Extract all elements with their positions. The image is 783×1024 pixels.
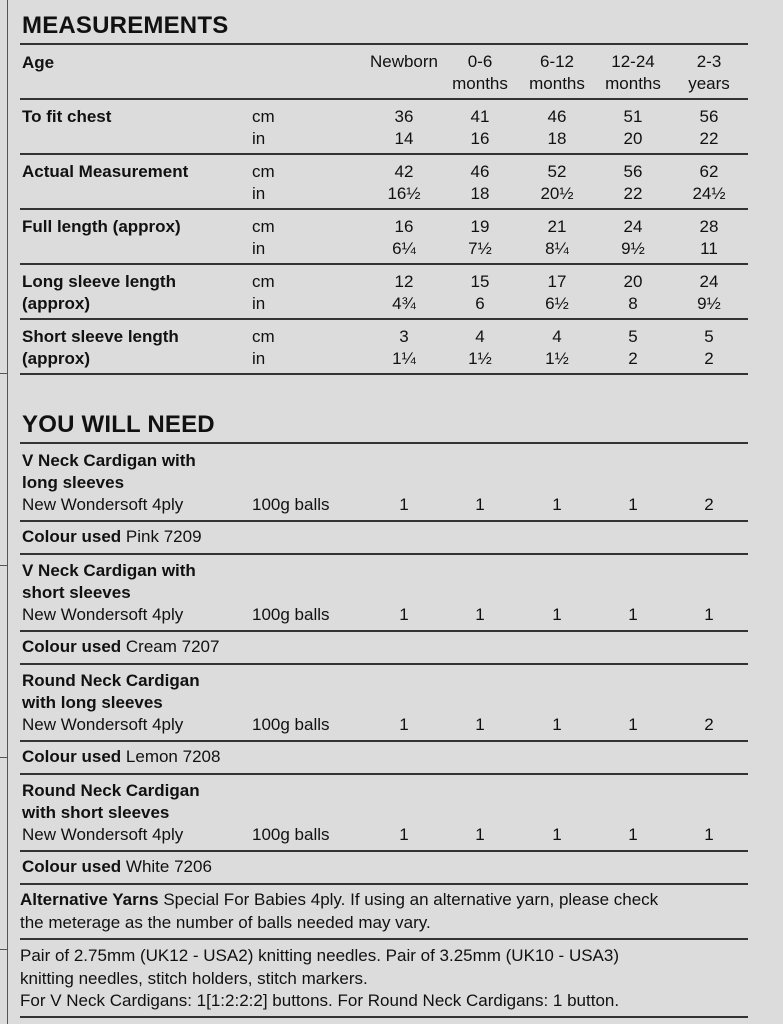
value-cell: 1 (475, 825, 485, 844)
value-cell: months (605, 74, 661, 93)
colour-used-label: Colour used (22, 857, 122, 876)
value-cell: 2 (704, 495, 714, 514)
value-cell: 18 (547, 129, 567, 148)
alternative-yarns-note (20, 889, 748, 934)
cardigan-title: with long sleeves (22, 693, 163, 712)
alternative-yarns-text: Special For Babies 4ply. If using an alternative yarn, please check (163, 890, 659, 909)
value-cell: 20 (623, 129, 643, 148)
value-cell: 1 (552, 825, 562, 844)
value-cell: 1 (704, 825, 714, 844)
colour-value: Lemon 7208 (125, 747, 221, 766)
yarn-unit: 100g balls (252, 715, 330, 734)
cardigan-title: V Neck Cardigan with (22, 561, 196, 580)
yarn-name: New Wondersoft 4ply (22, 715, 184, 734)
value-cell: 1 (552, 715, 562, 734)
colour-used (22, 856, 212, 878)
value-cell: 42 (394, 162, 414, 181)
unit-label: in (252, 294, 266, 313)
divider (20, 318, 748, 320)
unit-label: cm (252, 162, 275, 181)
you-will-need-heading: YOU WILL NEED (22, 411, 215, 438)
value-cell: 17 (547, 272, 567, 291)
value-cell: 1 (399, 825, 409, 844)
value-cell: 8¼ (545, 239, 569, 258)
value-cell: 6½ (545, 294, 569, 313)
value-cell: 2 (704, 715, 714, 734)
colour-used-label: Colour used (22, 747, 122, 766)
value-cell: 62 (699, 162, 719, 181)
value-cell: 24 (623, 217, 643, 236)
value-cell: 1 (399, 605, 409, 624)
value-cell: 3 (399, 327, 409, 346)
value-cell: 2 (704, 349, 714, 368)
divider (20, 520, 748, 522)
value-cell: Newborn (369, 52, 439, 71)
value-cell: 5 (628, 327, 638, 346)
margin-tick (0, 757, 7, 758)
divider (20, 938, 748, 940)
divider (20, 740, 748, 742)
value-cell: 6-12 (539, 52, 575, 71)
value-cell: 41 (470, 107, 490, 126)
value-cell: 4 (475, 327, 485, 346)
measurement-label: Actual Measurement (22, 162, 189, 181)
value-cell: 1 (628, 605, 638, 624)
value-cell: months (529, 74, 585, 93)
value-cell: 52 (547, 162, 567, 181)
cardigan-title: long sleeves (22, 473, 125, 492)
value-cell: 4¾ (392, 294, 416, 313)
unit-label: cm (252, 107, 275, 126)
value-cell: 11 (700, 239, 718, 258)
value-cell: 1 (399, 715, 409, 734)
measurement-label: Long sleeve length (22, 272, 176, 291)
value-cell: 0-6 (467, 52, 493, 71)
value-cell: months (452, 74, 508, 93)
value-cell: 16½ (387, 184, 421, 203)
colour-used (22, 746, 220, 768)
unit-label: cm (252, 272, 275, 291)
cardigan-title: V Neck Cardigan with (22, 451, 196, 470)
value-cell: 6 (475, 294, 485, 313)
divider (20, 98, 748, 100)
divider (20, 663, 748, 665)
value-cell: 12-24 (611, 52, 655, 71)
value-cell: 36 (394, 107, 414, 126)
yarn-name: New Wondersoft 4ply (22, 605, 184, 624)
value-cell: 1½ (468, 349, 492, 368)
value-cell: 1 (475, 495, 485, 514)
unit-label: in (252, 349, 266, 368)
needles-text: For V Neck Cardigans: 1[1:2:2:2] buttons. For Round Neck Cardigans: 1 button. (20, 991, 620, 1010)
divider (20, 773, 748, 775)
value-cell: 1 (399, 495, 409, 514)
value-cell: 9½ (621, 239, 645, 258)
alternative-yarns-text: the meterage as the number of balls needed may vary. (20, 912, 431, 932)
measurement-label: Short sleeve length (22, 327, 179, 346)
value-cell: 7½ (468, 239, 492, 258)
yarn-name: New Wondersoft 4ply (22, 825, 184, 844)
needles-note (20, 945, 748, 1013)
value-cell: 24½ (692, 184, 726, 203)
colour-used-label: Colour used (22, 527, 122, 546)
value-cell: 1 (552, 605, 562, 624)
value-cell: 1 (704, 605, 714, 624)
yarn-name: New Wondersoft 4ply (22, 495, 184, 514)
value-cell: 1¼ (392, 349, 416, 368)
value-cell: 22 (699, 129, 719, 148)
divider (20, 850, 748, 852)
value-cell: 19 (470, 217, 490, 236)
divider (20, 1016, 748, 1018)
divider (20, 208, 748, 210)
measurements-heading: MEASUREMENTS (22, 12, 229, 39)
needles-text: knitting needles, stitch holders, stitch markers. (20, 968, 368, 988)
value-cell: 1 (475, 715, 485, 734)
value-cell: 2 (628, 349, 638, 368)
colour-used (22, 526, 202, 548)
colour-value: White 7206 (125, 857, 212, 876)
value-cell: 1 (628, 495, 638, 514)
measurement-label: (approx) (22, 349, 90, 368)
colour-used-label: Colour used (22, 637, 122, 656)
value-cell: 20 (623, 272, 643, 291)
yarn-unit: 100g balls (252, 825, 330, 844)
value-cell: years (688, 74, 730, 93)
cardigan-title: Round Neck Cardigan (22, 671, 200, 690)
divider (20, 630, 748, 632)
value-cell: 1 (628, 715, 638, 734)
value-cell: 16 (394, 217, 414, 236)
value-cell: 1 (552, 495, 562, 514)
colour-value: Cream 7207 (125, 637, 220, 656)
divider (20, 263, 748, 265)
value-cell: 15 (470, 272, 490, 291)
value-cell: 5 (704, 327, 714, 346)
measurement-label: To fit chest (22, 107, 112, 126)
divider (20, 442, 748, 444)
unit-label: in (252, 239, 266, 258)
divider (20, 153, 748, 155)
value-cell: 1 (475, 605, 485, 624)
value-cell: 51 (623, 107, 643, 126)
value-cell: 28 (699, 217, 719, 236)
unit-label: in (252, 184, 266, 203)
measurement-label: (approx) (22, 294, 90, 313)
page-margin-line (7, 0, 8, 1024)
margin-tick (0, 565, 7, 566)
alternative-yarns-label: Alternative Yarns (20, 890, 159, 909)
cardigan-title: with short sleeves (22, 803, 170, 822)
value-cell: 21 (547, 217, 567, 236)
colour-used (22, 636, 219, 658)
divider (20, 553, 748, 555)
unit-label: cm (252, 327, 275, 346)
unit-label: in (252, 129, 266, 148)
divider (20, 43, 748, 45)
value-cell: 56 (699, 107, 719, 126)
margin-tick (0, 373, 7, 374)
value-cell: 18 (470, 184, 490, 203)
value-cell: 12 (394, 272, 414, 291)
value-cell: 46 (470, 162, 490, 181)
unit-label: cm (252, 217, 275, 236)
needles-text: Pair of 2.75mm (UK12 - USA2) knitting needles. Pair of 3.25mm (UK10 - USA3) (20, 946, 620, 965)
value-cell: 1½ (545, 349, 569, 368)
yarn-unit: 100g balls (252, 605, 330, 624)
value-cell: 9½ (697, 294, 721, 313)
value-cell: 24 (699, 272, 719, 291)
value-cell: 22 (623, 184, 643, 203)
value-cell: 56 (623, 162, 643, 181)
age-label: Age (22, 53, 55, 72)
value-cell: 14 (394, 129, 414, 148)
yarn-unit: 100g balls (252, 495, 330, 514)
colour-value: Pink 7209 (125, 527, 202, 546)
measurement-label: Full length (approx) (22, 217, 181, 236)
divider (20, 883, 748, 885)
value-cell: 46 (547, 107, 567, 126)
value-cell: 8 (628, 294, 638, 313)
value-cell: 6¼ (392, 239, 416, 258)
value-cell: 16 (470, 129, 490, 148)
margin-tick (0, 949, 7, 950)
value-cell: 2-3 (696, 52, 722, 71)
cardigan-title: short sleeves (22, 583, 131, 602)
value-cell: 1 (628, 825, 638, 844)
value-cell: 20½ (540, 184, 574, 203)
value-cell: 4 (552, 327, 562, 346)
divider (20, 373, 748, 375)
cardigan-title: Round Neck Cardigan (22, 781, 200, 800)
